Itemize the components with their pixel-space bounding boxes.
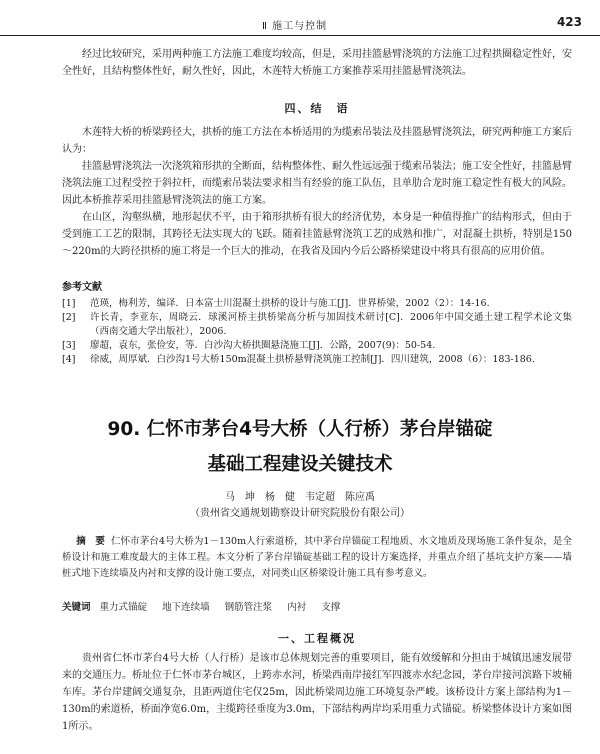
running-header bbox=[0, 16, 600, 36]
keyword: 支撑 bbox=[321, 602, 341, 613]
intro-paragraph: 经过比较研究，采用两种施工方法施工难度均较高，但是，采用挂篮悬臂浇筑的方法施工过程拱圈稳定性好，安全性好，且结构整体性好，耐久性好，因此，木莲特大桥施工方案推荐采用挂篮悬臂浇筑法。 bbox=[62, 49, 572, 77]
authors: 马 坤 杨 健 韦定超 陈应禹 bbox=[225, 492, 375, 503]
section-heading-overview: 一、工程概况 bbox=[278, 632, 356, 645]
keywords-label: 关键词 bbox=[62, 602, 91, 613]
reference-text: 廖超，袁东，张俭安，等．白沙沟大桥拱圈悬浇施工[J]．公路，2007(9)：50-54. bbox=[90, 340, 436, 351]
keyword: 地下连续墙 bbox=[162, 602, 210, 613]
reference-number: [4] bbox=[62, 354, 76, 365]
abstract bbox=[62, 534, 572, 582]
reference-item bbox=[62, 339, 572, 353]
keyword: 钢筋管注浆 bbox=[224, 602, 273, 613]
reference-item bbox=[62, 353, 572, 367]
keyword: 内衬 bbox=[287, 602, 307, 613]
page-number: 423 bbox=[556, 15, 582, 29]
keyword: 重力式锚碇 bbox=[99, 602, 148, 613]
conclusion-section bbox=[62, 100, 572, 116]
conclusion-paragraph-2: 在山区，沟壑纵横，地形起伏不平，由于箱形拱桥有很大的经济优势，本身是一种值得推广的结构形式，但由于受到施工工艺的限制，其跨径无法实现大的飞跃。随着挂篮悬臂浇筑工艺的成熟和推广，对混凝土拱桥，特别是150～220m的大跨径拱桥的施工将是一个巨大的推动，在我省及国内今后公路桥梁建设中将具有很高的应用价值。 bbox=[62, 212, 572, 257]
section-label: Ⅱ 施工与控制 bbox=[262, 21, 328, 32]
reference-text: 范瑛，梅利芳，编译．日本富士川混凝土拱桥的设计与施工[J]．世界桥梁，2002（2）：14-16. bbox=[90, 298, 490, 309]
reference-text: 徐威，周厚斌．白沙沟1号大桥150m混凝土拱桥悬臂浇筑施工控制[J]．四川建筑，2008（6）：183-186. bbox=[90, 354, 535, 365]
reference-item bbox=[62, 297, 572, 311]
article-title-line-2: 基础工程建设关键技术 bbox=[207, 454, 393, 475]
reference-number: [2] bbox=[62, 312, 76, 323]
section-overview bbox=[62, 630, 572, 646]
reference-text: 许长青，李亚东，周晓云．球溪河桥主拱桥梁高分析与加固技术研讨[C]．2006年中国交通土建工程学术论文集（西南交通大学出版社），2006. bbox=[90, 312, 572, 337]
abstract-label: 摘 要 bbox=[76, 536, 106, 547]
reference-item bbox=[62, 311, 572, 339]
conclusion-paragraph-1: 挂篮悬臂浇筑法一次浇筑箱形拱的全断面，结构整体性、耐久性远远强于缆索吊装法；施工安全性好，挂篮悬臂浇筑法施工过程受控于斜拉杆，而缆索吊装法要求相当有经验的施工队伍，且单肋合龙时施工稳定性有极大的风险。因此本桥推荐采用挂篮悬臂浇筑法的施工方案。 bbox=[62, 161, 572, 206]
references bbox=[62, 278, 572, 367]
keywords bbox=[62, 600, 572, 616]
article-title-line-1: 90. 仁怀市茅台4号大桥（人行桥）茅台岸锚碇 bbox=[107, 419, 493, 440]
conclusion-lead: 木莲特大桥的桥梁跨径大，拱桥的施工方法在本桥适用的为缆索吊装法及挂篮悬臂浇筑法，研究两种施工方案后认为： bbox=[62, 127, 572, 155]
conclusion-body bbox=[62, 124, 572, 260]
previous-article-intro bbox=[62, 46, 572, 80]
abstract-text: 仁怀市茅台4号大桥为1－130m人行索道桥，其中茅台岸锚碇工程地质、水文地质及现场施工条件复杂，是全桥设计和施工难度最大的主体工程。本文分析了茅台岸锚碇基础工程的设计方案选择，并重点介绍了基坑支护方案——墙桩式地下连续墙及内衬和支撑的设计施工要点，对同类山区桥梁设计施工具有参考意义。 bbox=[62, 536, 572, 579]
overview-paragraph: 贵州省仁怀市茅台4号大桥（人行桥）是该市总体规划完善的重要项目，能有效缓解和分担由于城镇迅速发展带来的交通压力。桥址位于仁怀市茅台城区，上跨赤水河，桥梁西南岸接红军四渡赤水纪念园，茅台岸接河滨路下坡桶车库。茅台岸建阔交通复杂，且距两道住宅仅25m，因此桥梁周边施工环境复杂严峻。该桥设计方案上部结构为1－130m的索道桥，桥面净宽6.0m，主缆跨径垂度为3.0m，下部结构两岸均采用重力式锚碇。桥梁整体设计方案如图1所示。 bbox=[62, 653, 572, 732]
affiliation: （贵州省交通规划勘察设计研究院股份有限公司） bbox=[190, 508, 410, 519]
references-title: 参考文献 bbox=[62, 282, 102, 293]
overview-body bbox=[62, 650, 572, 735]
section-heading-conclusion: 四、结 语 bbox=[284, 102, 350, 115]
reference-number: [1] bbox=[62, 298, 76, 309]
reference-number: [3] bbox=[62, 340, 76, 351]
